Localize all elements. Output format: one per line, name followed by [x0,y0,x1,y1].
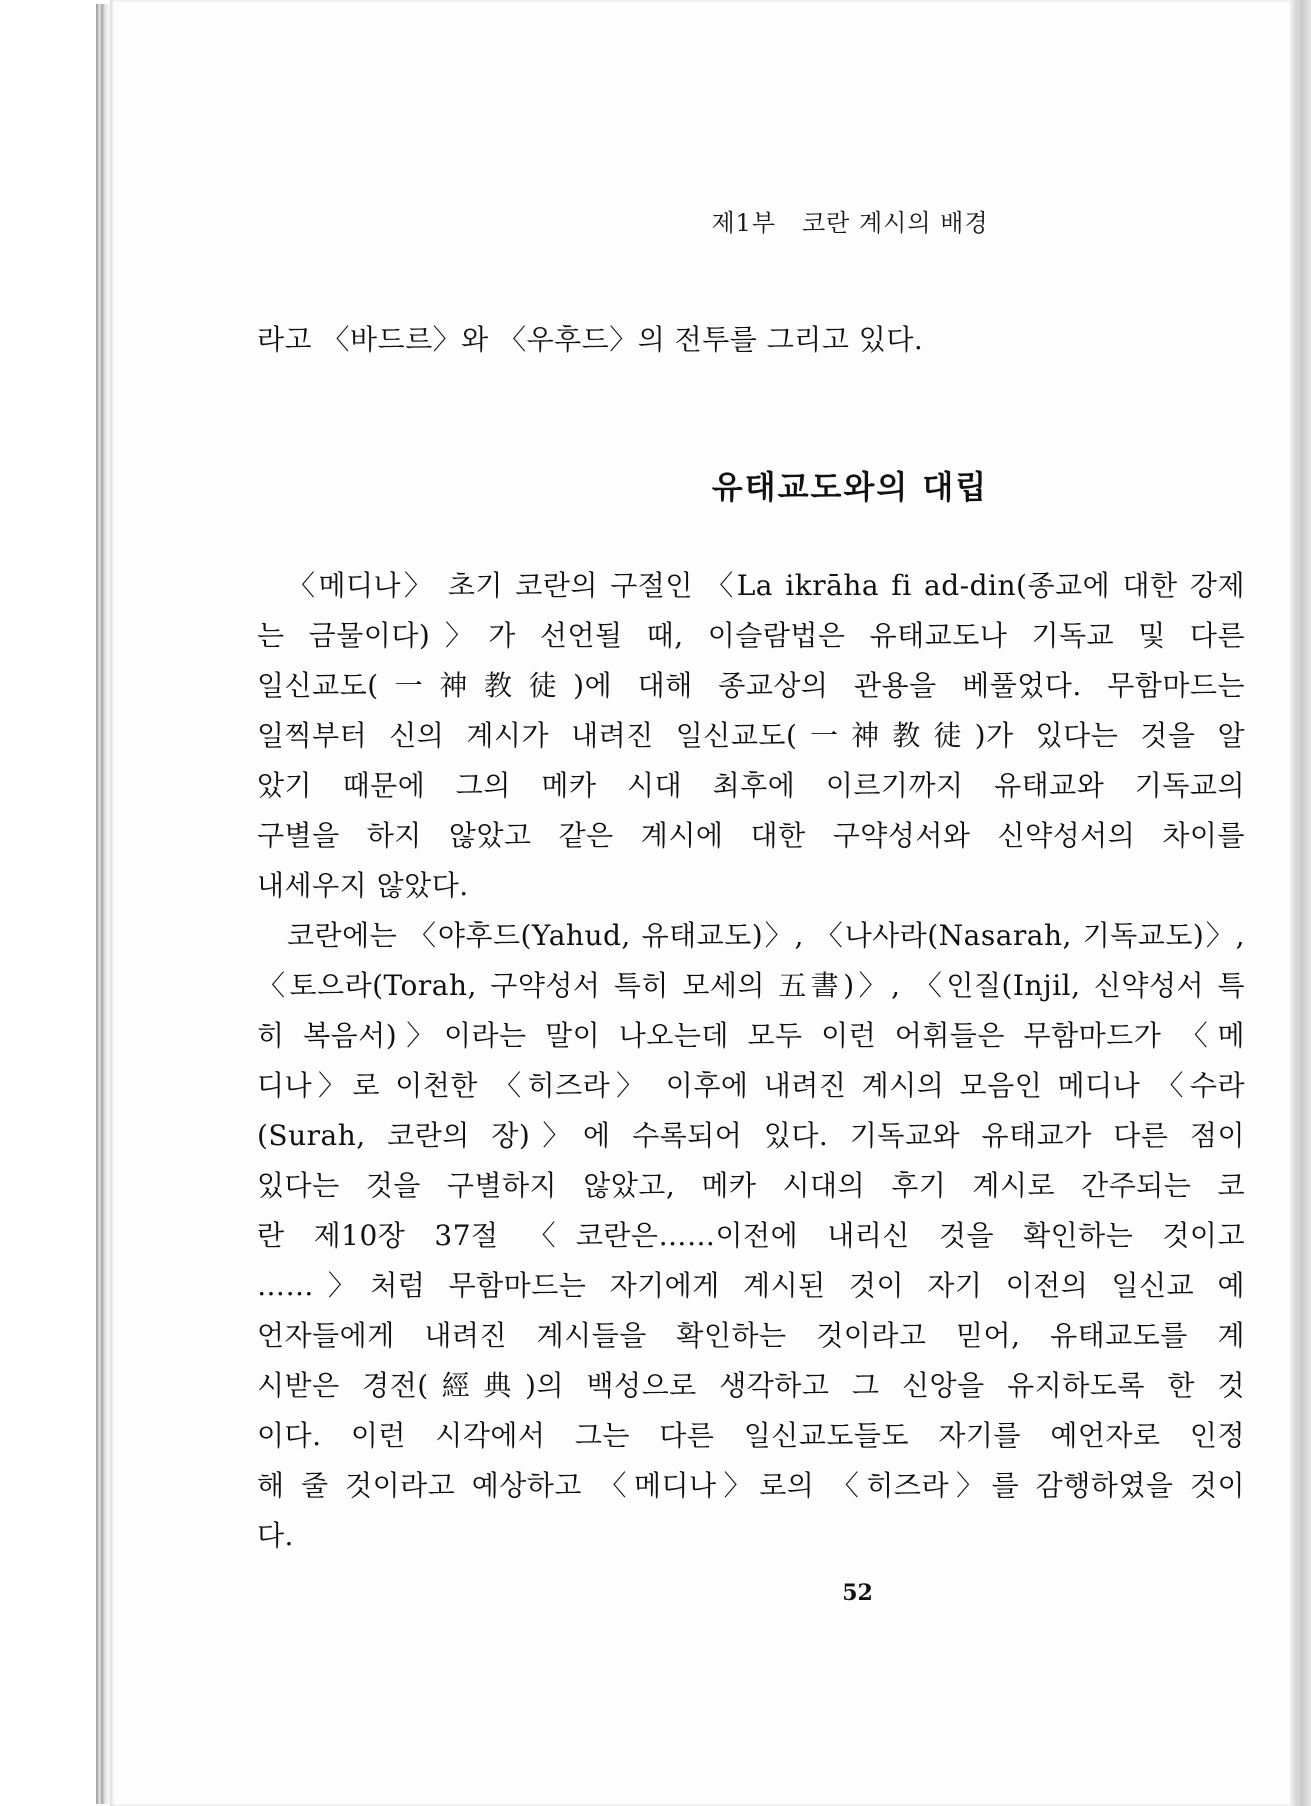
page-stack-edge-left [96,4,110,1804]
page-number: 52 [842,1580,873,1606]
paragraph2-line: 다. [257,1519,294,1552]
paragraph2-line: (Surah, 코란의 장)〉에 수록되어 있다. 기독교와 유태교가 다른 점이 [257,1119,1245,1152]
opening-line: 라고 〈바드르〉와 〈우후드〉의 전투를 그리고 있다. [257,323,924,356]
paragraph2-line: ……〉처럼 무함마드는 자기에게 계시된 것이 자기 이전의 일신교 예 [257,1269,1245,1302]
running-head: 제1부 코란 계시의 배경 [711,209,989,237]
page-stack-edge-right [1290,0,1311,1806]
paragraph2-line: 히 복음서)〉이라는 말이 나오는데 모두 이런 어휘들은 무함마드가 〈메 [257,1019,1245,1052]
book-page [110,0,1290,1806]
paragraph1-line: 구별을 하지 않았고 같은 계시에 대한 구약성서와 신약성서의 차이를 [257,819,1245,852]
paragraph2-line: 〈토으라(Torah, 구약성서 특히 모세의 五書)〉, 〈인질(Injil, 신약성서 특 [257,969,1245,1002]
paragraph1-line: 는 금물이다)〉가 선언될 때, 이슬람법은 유태교도나 기독교 및 다른 [257,619,1245,652]
paragraph2-line: 이다. 이런 시각에서 그는 다른 일신교도들도 자기를 예언자로 인정 [257,1419,1245,1452]
paragraph2-line: 디나〉로 이천한 〈히즈라〉 이후에 내려진 계시의 모음인 메디나 〈수라 [257,1069,1245,1102]
paragraph2-line: 시받은 경전(經典)의 백성으로 생각하고 그 신앙을 유지하도록 한 것 [257,1369,1245,1402]
paragraph1-line: 〈메디나〉 초기 코란의 구절인 〈La ikrāha fi ad-din(종교에 대한 강제 [287,569,1245,602]
paragraph2-line: 언자들에게 내려진 계시들을 확인하는 것이라고 믿어, 유태교도를 계 [257,1319,1245,1352]
paragraph1-line: 일신교도(一神教徒)에 대해 종교상의 관용을 베풀었다. 무함마드는 [257,669,1245,702]
paragraph1-line: 일찍부터 신의 계시가 내려진 일신교도(一神教徒)가 있다는 것을 알 [257,719,1245,752]
paragraph1-line: 내세우지 않았다. [257,869,469,902]
paragraph2-line: 란 제10장 37절 〈코란은……이전에 내리신 것을 확인하는 것이고 [257,1219,1245,1252]
paragraph1-line: 았기 때문에 그의 메카 시대 최후에 이르기까지 유태교와 기독교의 [257,769,1245,802]
paragraph2-line: 해 줄 것이라고 예상하고 〈메디나〉로의 〈히즈라〉를 감행하였을 것이 [257,1469,1245,1502]
paragraph2-line: 있다는 것을 구별하지 않았고, 메카 시대의 후기 계시로 간주되는 코 [257,1169,1245,1202]
paragraph2-line: 코란에는 〈야후드(Yahud, 유태교도)〉, 〈나사라(Nasarah, 기독교도)〉, [287,919,1245,952]
section-title: 유태교도와의 대립 [711,468,989,506]
